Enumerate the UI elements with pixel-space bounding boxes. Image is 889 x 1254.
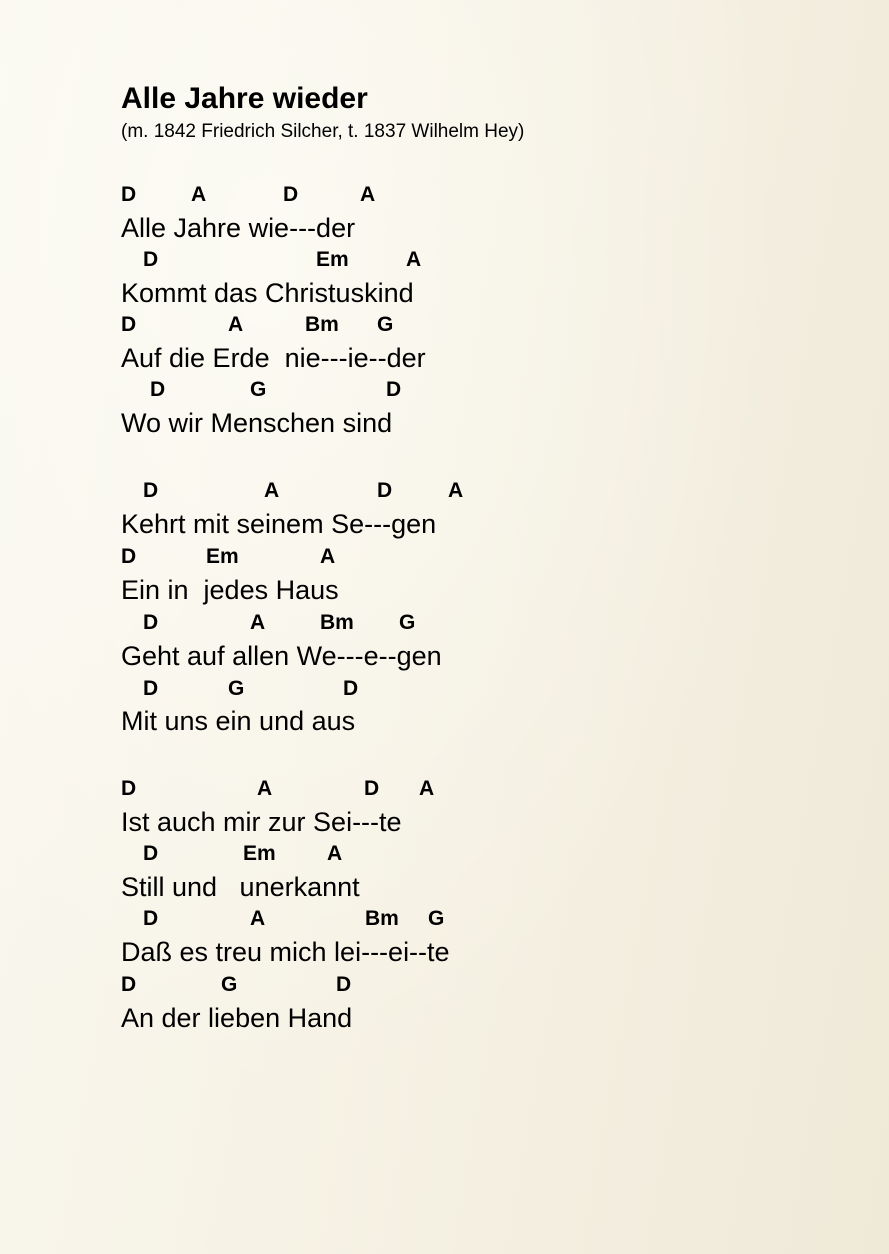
lyric-line: Kommt das Christuskind	[121, 278, 414, 308]
chord: D	[343, 677, 359, 700]
lyric-line: Alle Jahre wie---der	[121, 213, 356, 243]
chord: D	[143, 248, 159, 271]
lyric-line: Still und unerkannt	[121, 872, 360, 902]
chord: D	[143, 677, 159, 700]
chord: D	[143, 479, 159, 502]
chord: D	[150, 378, 166, 401]
lyric-line: Daß es treu mich lei---ei--te	[121, 937, 450, 967]
chord: A	[250, 907, 266, 930]
chord: D	[143, 842, 159, 865]
chord: Em	[316, 248, 349, 271]
chord: Em	[243, 842, 276, 865]
chord: D	[283, 183, 299, 206]
chord: D	[364, 777, 380, 800]
chord: Bm	[365, 907, 399, 930]
chord: G	[399, 611, 416, 634]
lyric-line: Auf die Erde nie---ie--der	[121, 343, 426, 373]
chord: Bm	[320, 611, 354, 634]
chord: D	[336, 973, 352, 996]
lyric-line: An der lieben Hand	[121, 1003, 353, 1033]
chord: Em	[206, 545, 239, 568]
chord: D	[121, 973, 137, 996]
chord: A	[250, 611, 266, 634]
chord: D	[121, 183, 137, 206]
lyric-line: Ein in jedes Haus	[121, 575, 339, 605]
chord: D	[377, 479, 393, 502]
chord: D	[121, 777, 137, 800]
lyric-line: Ist auch mir zur Sei---te	[121, 807, 402, 837]
lyric-line: Mit uns ein und aus	[121, 706, 356, 736]
chord: G	[250, 378, 267, 401]
chord: D	[386, 378, 402, 401]
song-title: Alle Jahre wieder	[121, 82, 368, 115]
chord: A	[327, 842, 343, 865]
chord: G	[428, 907, 445, 930]
chord: G	[221, 973, 238, 996]
chord: A	[406, 248, 422, 271]
chord: D	[121, 545, 137, 568]
lyric-line: Kehrt mit seinem Se---gen	[121, 509, 437, 539]
chord: A	[264, 479, 280, 502]
chord: A	[228, 313, 244, 336]
chord: A	[191, 183, 207, 206]
chord: A	[360, 183, 376, 206]
chord: A	[257, 777, 273, 800]
lyric-line: Geht auf allen We---e--gen	[121, 641, 442, 671]
chord: D	[143, 907, 159, 930]
chord: A	[448, 479, 464, 502]
lyric-line: Wo wir Menschen sind	[121, 408, 393, 438]
chord: D	[121, 313, 137, 336]
chord: G	[228, 677, 245, 700]
chord: G	[377, 313, 394, 336]
song-credits: (m. 1842 Friedrich Silcher, t. 1837 Wilhelm Hey)	[121, 121, 525, 142]
chord: A	[320, 545, 336, 568]
chord: A	[419, 777, 435, 800]
chord: Bm	[305, 313, 339, 336]
chord: D	[143, 611, 159, 634]
